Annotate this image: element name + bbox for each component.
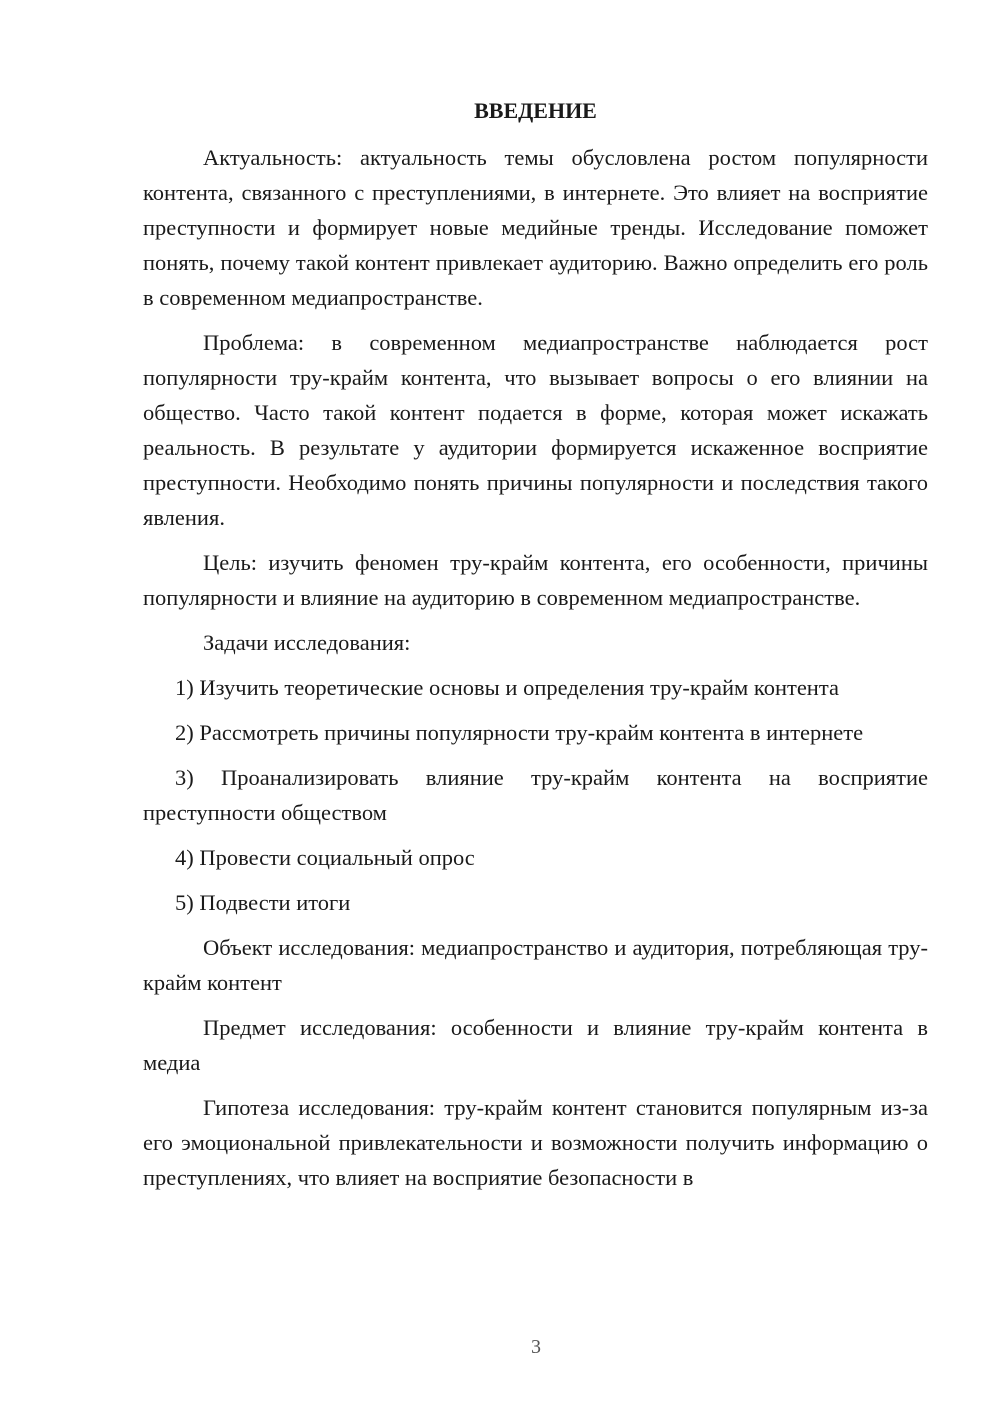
task-item: 1) Изучить теоретические основы и определения тру-крайм контента (175, 675, 839, 700)
subject-paragraph: Предмет исследования: особенности и влияние тру-крайм контента в медиа (143, 1015, 928, 1075)
problem-paragraph: Проблема: в современном медиапространстве наблюдается рост популярности тру-крайм контента, что вызывает вопросы о его влиянии на общество. Часто такой контент подается в форме, которая может искажать реальность. В результате у аудитории формируется искаженное восприятие преступности. Необходимо понять причины популярности и последствия такого явления. (143, 330, 928, 530)
tasks-heading: Задачи исследования: (203, 630, 411, 655)
task-item: 5) Подвести итоги (175, 890, 351, 915)
task-item: 2) Рассмотреть причины популярности тру-крайм контента в интернете (175, 720, 864, 745)
page-title: ВВЕДЕНИЕ (474, 98, 597, 123)
page-content (143, 96, 928, 1205)
relevance-paragraph: Актуальность: актуальность темы обусловлена ростом популярности контента, связанного с преступлениями, в интернете. Это влияет на восприятие преступности и формирует новые медийные тренды. Исследование поможет понять, почему такой контент привлекает аудиторию. Важно определить его роль в современном медиапространстве. (143, 145, 928, 310)
task-item: 3) Проанализировать влияние тру-крайм контента на восприятие преступности обществом (143, 765, 928, 825)
object-paragraph: Объект исследования: медиапространство и аудитория, потребляющая тру-крайм контент (143, 935, 928, 995)
task-item: 4) Провести социальный опрос (175, 845, 475, 870)
hypothesis-paragraph: Гипотеза исследования: тру-крайм контент становится популярным из-за его эмоциональной привлекательности и возможности получить информацию о преступлениях, что влияет на восприятие безопасности в (143, 1095, 928, 1190)
goal-paragraph: Цель: изучить феномен тру-крайм контента, его особенности, причины популярности и влияние на аудиторию в современном медиапространстве. (143, 550, 928, 610)
page-number: 3 (531, 1336, 541, 1358)
